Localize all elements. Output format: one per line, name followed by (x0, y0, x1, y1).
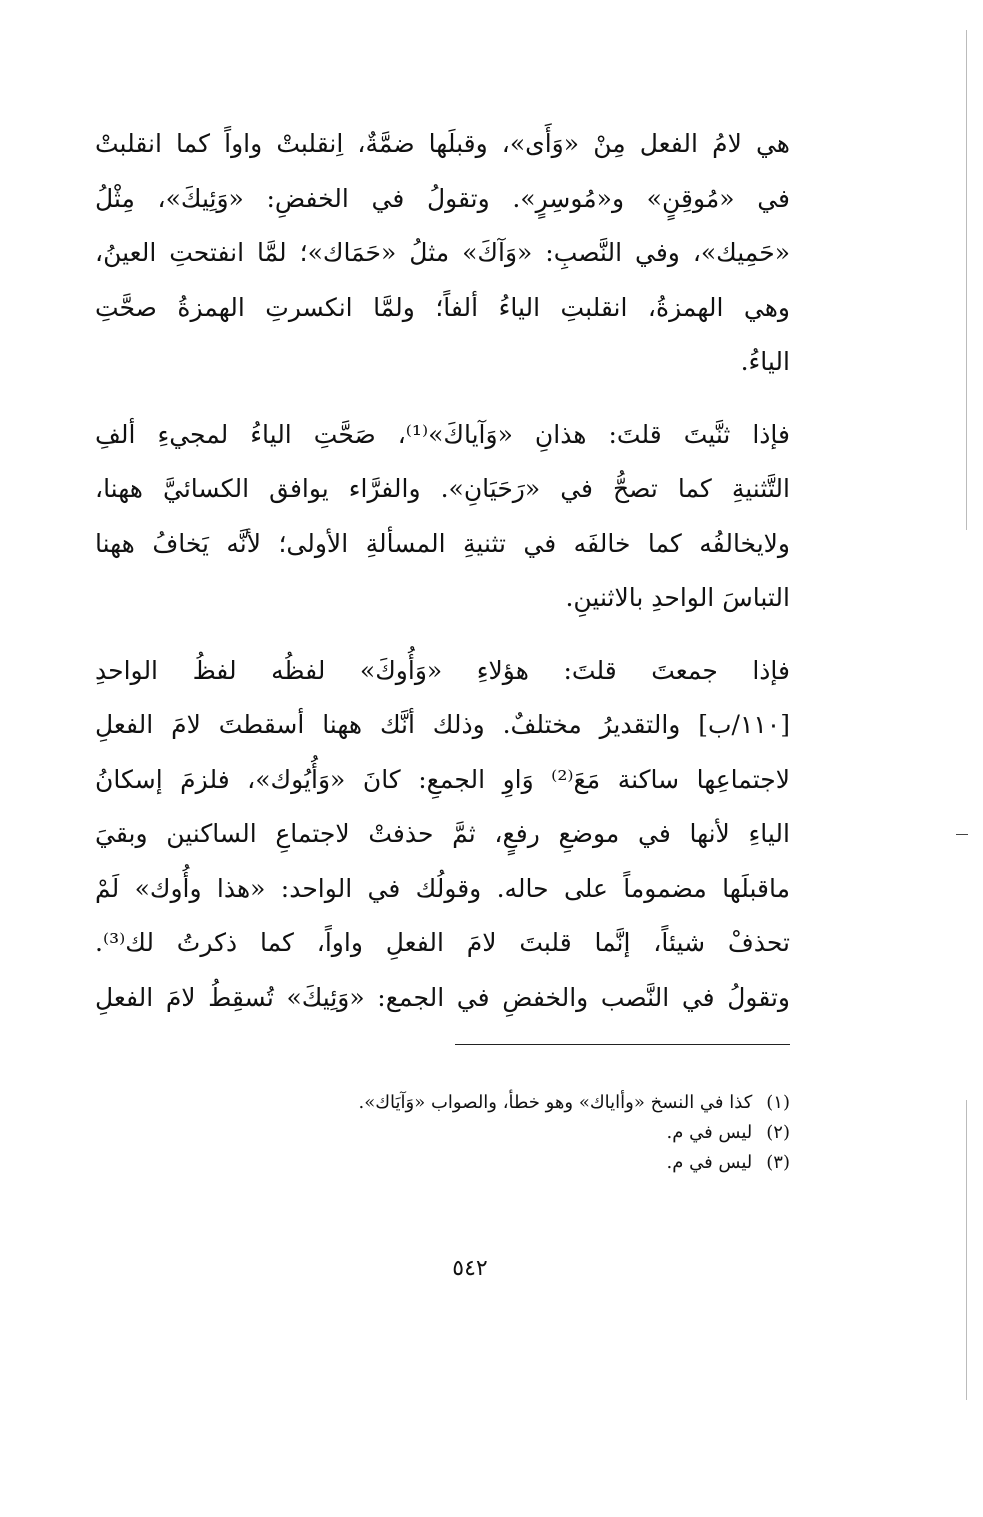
text-line: وتقولُ في النَّصب والخفضِ في الجمع: «وَئِيكَ» تُسقِطُ لامَ الفعلِ (95, 982, 790, 1012)
paragraph (95, 644, 790, 1026)
text-line: وهي الهمزةُ، انقلبتِ الياءُ ألفاً؛ ولمَّا انكسرتِ الهمزةُ صحَّتِ (95, 292, 790, 322)
footnote-text: كذا في النسخ «وأاياك» وهو خطأ، والصواب «وَآيَاك». (358, 1092, 753, 1113)
text-line: التَّثنيةِ كما تصحُّ في «رَحَيَانِ». والفرَّاء يوافق الكسائيَّ ههنا، (95, 474, 790, 503)
paragraph (95, 117, 790, 390)
page-number: ٥٤٢ (452, 1256, 488, 1281)
paragraph (95, 408, 790, 626)
text-line: «حَمِيك»، وفي النَّصبِ: «وَآكَ» مثلُ «حَمَاك»؛ لمَّا انفتحتِ العينُ، (95, 238, 790, 267)
footnote (300, 1088, 790, 1118)
text-line: [١١٠/ب] والتقديرُ مختلفٌ. وذلك أنَّك ههنا أسقطتَ لامَ الفعلِ (95, 710, 790, 739)
text-line: فإذا ثنَّيتَ قلتَ: هذانِ «وَآياكَ»⁽¹⁾، صَحَّتِ الياءُ لمجيءِ ألفِ (95, 419, 790, 449)
footnote-number: (١) (766, 1092, 790, 1113)
paragraph-gap (95, 390, 790, 408)
text-line: في «مُوقِنٍ» و«مُوسِرٍ». وتقولُ في الخفضِ: «وَئِيكَ»، مِثْلُ (95, 183, 790, 213)
scan-edge-line (966, 1100, 967, 1400)
text-line: الياءِ لأنها في موضعِ رفعٍ، ثمَّ حذفتْ لاجتماعِ الساكنين وبقيَ (95, 819, 790, 848)
footnote-text: ليس في م. (666, 1152, 753, 1173)
text-line: ولايخالفُه كما خالفَه في تثنيةِ المسألةِ الأولى؛ لأنَّه يَخافُ ههنا (95, 528, 790, 558)
text-line: فإذا جمعتَ قلتَ: هؤلاءِ «وَأُوكَ» لفظُه لفظُ الواحدِ (95, 655, 790, 685)
paragraph-gap (95, 626, 790, 644)
scan-edge-line (966, 30, 967, 530)
text-line: الياءُ. (740, 347, 790, 376)
footnote-text: ليس في م. (666, 1122, 753, 1143)
text-line: هي لامُ الفعل مِنْ «وَأَى»، وقبلَها ضمَّةٌ، اِنقلبتْ واواً كما انقلبتْ (95, 129, 790, 158)
scan-tick-mark (956, 834, 968, 835)
footnote (300, 1118, 790, 1148)
footnote-number: (٢) (766, 1122, 790, 1143)
footnote-number: (٣) (766, 1152, 790, 1173)
footnote (300, 1148, 790, 1178)
text-line: لاجتماعِها ساكنة مَعَ⁽²⁾ وَاوِ الجمعِ: كانَ «وَأُيُوك»، فلزمَ إسكانُ (95, 764, 790, 794)
footnotes (300, 1088, 790, 1178)
footnote-divider (455, 1044, 790, 1045)
main-text (95, 117, 790, 1025)
text-line: تحذفْ شيئاً، إنَّما قلبتَ لامَ الفعلِ واواً، كما ذكرتُ لك⁽³⁾. (95, 928, 790, 957)
text-line: ماقبلَها مضموماً على حاله. وقولُك في الواحد: «هذا وأُوك» لَمْ (95, 873, 790, 903)
text-line: التباسَ الواحدِ بالاثنينِ. (565, 583, 790, 612)
